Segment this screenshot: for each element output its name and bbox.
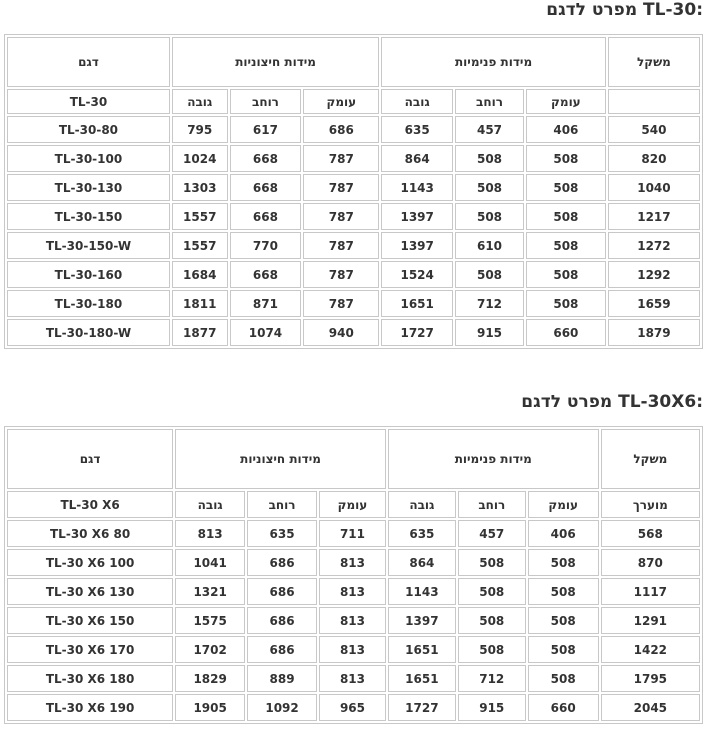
cell-ext-width: 1092 bbox=[247, 694, 317, 721]
table-row bbox=[7, 261, 700, 288]
cell-int-width: 457 bbox=[455, 116, 524, 143]
cell-ext-depth: 965 bbox=[319, 694, 386, 721]
cell-int-height: 635 bbox=[388, 520, 456, 547]
cell-weight: 1040 bbox=[608, 174, 700, 201]
spec-table-tl30x6 bbox=[4, 426, 703, 724]
table-subheader-row bbox=[7, 491, 700, 518]
cell-int-height: 1727 bbox=[388, 694, 456, 721]
cell-ext-height: 1684 bbox=[172, 261, 228, 288]
cell-int-width: 508 bbox=[455, 203, 524, 230]
cell-weight: 1292 bbox=[608, 261, 700, 288]
header-weight: משקל bbox=[601, 429, 700, 489]
table-row bbox=[7, 116, 700, 143]
subheader-model: TL-30 bbox=[7, 89, 170, 114]
cell-model: TL-30 X6 150 bbox=[7, 607, 173, 634]
cell-ext-height: 1702 bbox=[175, 636, 245, 663]
cell-ext-width: 1074 bbox=[230, 319, 302, 346]
cell-int-depth: 660 bbox=[528, 694, 599, 721]
cell-ext-depth: 787 bbox=[303, 174, 379, 201]
spec-table-tl30 bbox=[4, 34, 703, 349]
subheader-int-depth: עומק bbox=[528, 491, 599, 518]
header-internal-dimensions: מידות פנימיות bbox=[388, 429, 599, 489]
subheader-ext-depth: עומק bbox=[303, 89, 379, 114]
cell-ext-width: 871 bbox=[230, 290, 302, 317]
cell-weight: 2045 bbox=[601, 694, 700, 721]
section-title-tl30x6: מפרט לדגם TL-30X6: bbox=[521, 392, 703, 412]
cell-int-height: 1524 bbox=[381, 261, 453, 288]
subheader-ext-width: רוחב bbox=[247, 491, 317, 518]
cell-model: TL-30-150 bbox=[7, 203, 170, 230]
cell-ext-height: 1041 bbox=[175, 549, 245, 576]
cell-ext-depth: 813 bbox=[319, 578, 386, 605]
cell-int-depth: 508 bbox=[528, 636, 599, 663]
subheader-ext-width: רוחב bbox=[230, 89, 302, 114]
cell-int-width: 457 bbox=[458, 520, 526, 547]
cell-int-width: 508 bbox=[455, 261, 524, 288]
cell-model: TL-30 X6 190 bbox=[7, 694, 173, 721]
subheader-ext-height: גובה bbox=[172, 89, 228, 114]
cell-ext-depth: 813 bbox=[319, 607, 386, 634]
cell-ext-depth: 813 bbox=[319, 636, 386, 663]
table-row bbox=[7, 174, 700, 201]
cell-ext-depth: 813 bbox=[319, 549, 386, 576]
cell-weight: 870 bbox=[601, 549, 700, 576]
cell-int-height: 1397 bbox=[381, 203, 453, 230]
cell-ext-depth: 787 bbox=[303, 232, 379, 259]
subheader-model: TL-30 X6 bbox=[7, 491, 173, 518]
section-title-tl30: מפרט לדגם TL-30: bbox=[546, 0, 703, 20]
cell-int-height: 864 bbox=[388, 549, 456, 576]
cell-model: TL-30-180 bbox=[7, 290, 170, 317]
cell-ext-height: 1575 bbox=[175, 607, 245, 634]
header-model: דגם bbox=[7, 429, 173, 489]
cell-ext-width: 686 bbox=[247, 607, 317, 634]
subheader-weight: מוערך bbox=[601, 491, 700, 518]
cell-weight: 1217 bbox=[608, 203, 700, 230]
cell-int-depth: 508 bbox=[528, 549, 599, 576]
cell-model: TL-30-130 bbox=[7, 174, 170, 201]
cell-model: TL-30 X6 130 bbox=[7, 578, 173, 605]
cell-ext-height: 1905 bbox=[175, 694, 245, 721]
subheader-weight bbox=[608, 89, 700, 114]
cell-weight: 1117 bbox=[601, 578, 700, 605]
subheader-ext-depth: עומק bbox=[319, 491, 386, 518]
table-row bbox=[7, 145, 700, 172]
cell-int-height: 1397 bbox=[388, 607, 456, 634]
cell-int-depth: 660 bbox=[526, 319, 606, 346]
cell-model: TL-30 X6 80 bbox=[7, 520, 173, 547]
cell-weight: 1291 bbox=[601, 607, 700, 634]
cell-int-depth: 508 bbox=[526, 261, 606, 288]
table-row bbox=[7, 290, 700, 317]
table-row bbox=[7, 607, 700, 634]
table-row bbox=[7, 636, 700, 663]
cell-int-height: 1143 bbox=[388, 578, 456, 605]
cell-weight: 1879 bbox=[608, 319, 700, 346]
cell-int-height: 1727 bbox=[381, 319, 453, 346]
cell-int-width: 508 bbox=[455, 145, 524, 172]
cell-int-depth: 508 bbox=[528, 578, 599, 605]
cell-int-width: 508 bbox=[458, 636, 526, 663]
cell-ext-depth: 787 bbox=[303, 290, 379, 317]
cell-int-depth: 508 bbox=[526, 174, 606, 201]
cell-ext-width: 668 bbox=[230, 203, 302, 230]
cell-int-width: 508 bbox=[455, 174, 524, 201]
cell-ext-height: 1024 bbox=[172, 145, 228, 172]
cell-model: TL-30-160 bbox=[7, 261, 170, 288]
cell-int-width: 508 bbox=[458, 607, 526, 634]
cell-ext-height: 1877 bbox=[172, 319, 228, 346]
cell-int-height: 1651 bbox=[381, 290, 453, 317]
table-row bbox=[7, 520, 700, 547]
cell-ext-depth: 940 bbox=[303, 319, 379, 346]
cell-ext-depth: 813 bbox=[319, 665, 386, 692]
cell-int-height: 1143 bbox=[381, 174, 453, 201]
cell-int-width: 712 bbox=[458, 665, 526, 692]
cell-model: TL-30 X6 180 bbox=[7, 665, 173, 692]
table-header-row bbox=[7, 429, 700, 489]
cell-ext-height: 813 bbox=[175, 520, 245, 547]
table-row bbox=[7, 203, 700, 230]
table-row bbox=[7, 578, 700, 605]
cell-int-depth: 406 bbox=[528, 520, 599, 547]
cell-int-depth: 508 bbox=[528, 607, 599, 634]
cell-ext-depth: 787 bbox=[303, 203, 379, 230]
cell-ext-height: 795 bbox=[172, 116, 228, 143]
header-weight: משקל bbox=[608, 37, 700, 87]
cell-int-width: 508 bbox=[458, 549, 526, 576]
cell-model: TL-30-80 bbox=[7, 116, 170, 143]
cell-ext-width: 686 bbox=[247, 549, 317, 576]
cell-ext-height: 1811 bbox=[172, 290, 228, 317]
subheader-int-depth: עומק bbox=[526, 89, 606, 114]
cell-weight: 568 bbox=[601, 520, 700, 547]
cell-weight: 1659 bbox=[608, 290, 700, 317]
cell-ext-width: 686 bbox=[247, 636, 317, 663]
header-external-dimensions: מידות חיצוניות bbox=[175, 429, 386, 489]
header-internal-dimensions: מידות פנימיות bbox=[381, 37, 606, 87]
cell-ext-width: 635 bbox=[247, 520, 317, 547]
subheader-int-width: רוחב bbox=[455, 89, 524, 114]
cell-weight: 1272 bbox=[608, 232, 700, 259]
cell-int-height: 864 bbox=[381, 145, 453, 172]
cell-ext-height: 1321 bbox=[175, 578, 245, 605]
subheader-int-width: רוחב bbox=[458, 491, 526, 518]
cell-ext-depth: 787 bbox=[303, 145, 379, 172]
cell-ext-width: 668 bbox=[230, 174, 302, 201]
table-header-row bbox=[7, 37, 700, 87]
cell-ext-depth: 686 bbox=[303, 116, 379, 143]
table-subheader-row bbox=[7, 89, 700, 114]
table-row bbox=[7, 232, 700, 259]
cell-int-depth: 508 bbox=[526, 145, 606, 172]
cell-ext-depth: 787 bbox=[303, 261, 379, 288]
cell-model: TL-30-150-W bbox=[7, 232, 170, 259]
table-row bbox=[7, 694, 700, 721]
cell-int-height: 1397 bbox=[381, 232, 453, 259]
subheader-ext-height: גובה bbox=[175, 491, 245, 518]
cell-int-depth: 508 bbox=[528, 665, 599, 692]
cell-weight: 1422 bbox=[601, 636, 700, 663]
cell-int-width: 610 bbox=[455, 232, 524, 259]
cell-ext-height: 1557 bbox=[172, 203, 228, 230]
cell-int-width: 915 bbox=[455, 319, 524, 346]
cell-int-depth: 508 bbox=[526, 232, 606, 259]
cell-int-width: 508 bbox=[458, 578, 526, 605]
cell-int-width: 915 bbox=[458, 694, 526, 721]
cell-ext-width: 668 bbox=[230, 261, 302, 288]
header-external-dimensions: מידות חיצוניות bbox=[172, 37, 379, 87]
cell-ext-height: 1557 bbox=[172, 232, 228, 259]
table-row bbox=[7, 549, 700, 576]
cell-ext-width: 686 bbox=[247, 578, 317, 605]
cell-weight: 820 bbox=[608, 145, 700, 172]
cell-model: TL-30 X6 170 bbox=[7, 636, 173, 663]
cell-int-depth: 508 bbox=[526, 203, 606, 230]
cell-ext-width: 617 bbox=[230, 116, 302, 143]
cell-ext-height: 1829 bbox=[175, 665, 245, 692]
cell-ext-width: 668 bbox=[230, 145, 302, 172]
cell-int-height: 635 bbox=[381, 116, 453, 143]
cell-ext-height: 1303 bbox=[172, 174, 228, 201]
cell-model: TL-30-100 bbox=[7, 145, 170, 172]
table-row bbox=[7, 665, 700, 692]
cell-ext-width: 770 bbox=[230, 232, 302, 259]
cell-ext-width: 889 bbox=[247, 665, 317, 692]
cell-int-depth: 508 bbox=[526, 290, 606, 317]
cell-int-depth: 406 bbox=[526, 116, 606, 143]
cell-model: TL-30-180-W bbox=[7, 319, 170, 346]
subheader-int-height: גובה bbox=[381, 89, 453, 114]
cell-weight: 1795 bbox=[601, 665, 700, 692]
table-row bbox=[7, 319, 700, 346]
cell-int-height: 1651 bbox=[388, 636, 456, 663]
cell-model: TL-30 X6 100 bbox=[7, 549, 173, 576]
cell-ext-depth: 711 bbox=[319, 520, 386, 547]
subheader-int-height: גובה bbox=[388, 491, 456, 518]
cell-weight: 540 bbox=[608, 116, 700, 143]
header-model: דגם bbox=[7, 37, 170, 87]
cell-int-width: 712 bbox=[455, 290, 524, 317]
cell-int-height: 1651 bbox=[388, 665, 456, 692]
